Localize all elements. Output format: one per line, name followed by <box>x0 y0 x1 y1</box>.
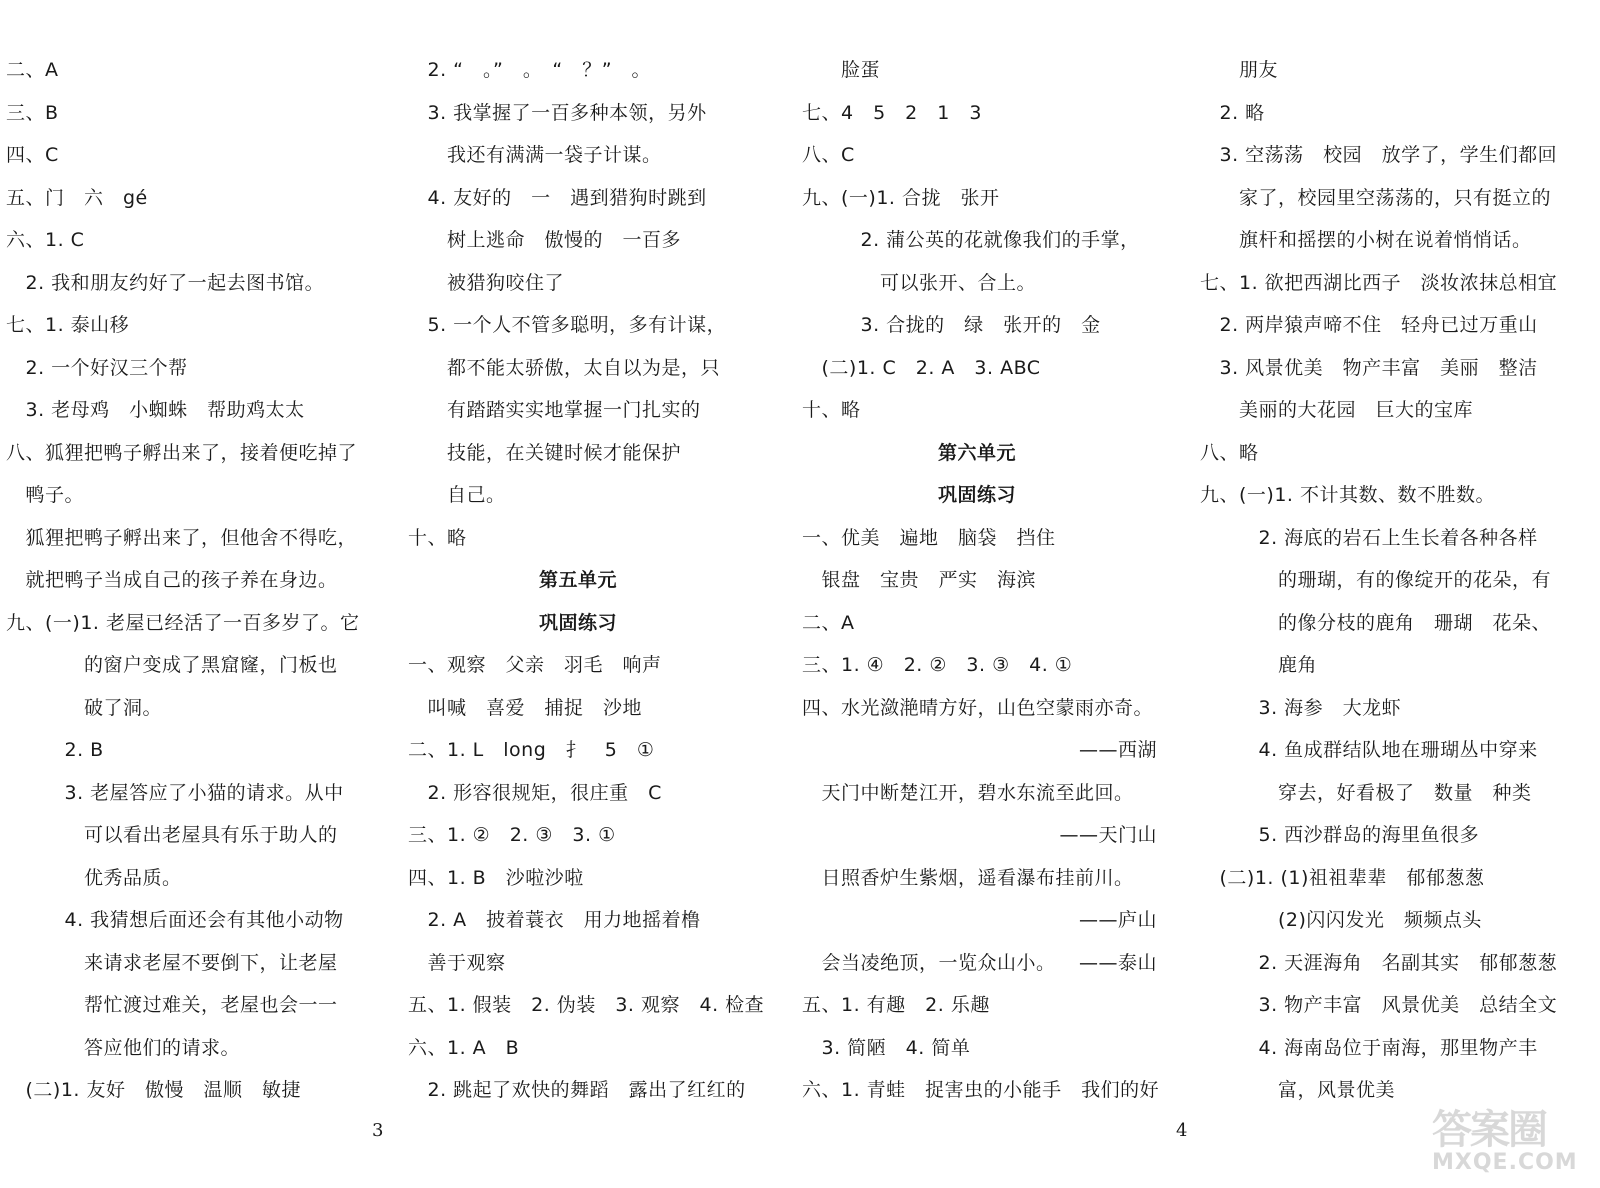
answer-line: 穿去，好看极了 数量 种类 <box>1200 781 1532 804</box>
answer-line: 技能，在关键时候才能保护 <box>408 441 682 464</box>
answer-line: 脸蛋 <box>802 59 881 81</box>
answer-line: 的珊瑚，有的像绽开的花朵，有 <box>1200 569 1552 591</box>
answer-line: 破了洞。 <box>6 696 163 719</box>
answer-line: 2. 天涯海角 名副其实 郁郁葱葱 <box>1200 951 1558 974</box>
answer-line: 善于观察 <box>408 951 506 974</box>
answer-line: 2. “ 。” 。 “ ？” 。 <box>408 59 652 81</box>
answer-line: 2. 我和朋友约好了一起去图书馆。 <box>6 271 325 294</box>
unit-title: 第五单元 <box>538 569 617 591</box>
answer-line: 七、4 5 2 1 3 <box>802 101 982 124</box>
answer-line: 七、1. 欲把西湖比西子 淡妆浓抹总相宜 <box>1200 271 1558 294</box>
answer-line: 3. 物产丰富 风景优美 总结全文 <box>1200 994 1558 1016</box>
answer-line: 九、(一)1. 老屋已经活了一百多岁了。它 <box>6 611 360 634</box>
answer-line: 十、略 <box>408 526 467 549</box>
answer-line: 有踏踏实实地掌握一门扎实的 <box>408 399 701 421</box>
answer-line: 鹿角 <box>1200 654 1318 676</box>
answer-line: (2)闪闪发光 频频点头 <box>1200 909 1482 931</box>
answer-line: 九、(一)1. 不计其数、数不胜数。 <box>1200 484 1495 506</box>
answer-line: 被猎狗咬住了 <box>408 271 565 294</box>
answer-line: 2. B <box>6 739 104 761</box>
answer-line: 5. 一个人不管多聪明，多有计谋， <box>408 314 727 336</box>
answer-line: 三、1. ② 2. ③ 3. ① <box>408 824 616 846</box>
page-number-right: 4 <box>1176 1120 1188 1141</box>
answer-line: ——庐山 <box>1078 909 1157 931</box>
answer-line: 4. 鱼成群结队地在珊瑚丛中穿来 <box>1200 739 1538 761</box>
answer-line: 四、水光潋滟晴方好，山色空蒙雨亦奇。 <box>802 696 1154 719</box>
answer-line: (二)1. (1)祖祖辈辈 郁郁葱葱 <box>1200 866 1485 889</box>
answer-line: 九、(一)1. 合拢 张开 <box>802 186 1000 209</box>
answer-line: 2. 两岸猿声啼不住 轻舟已过万重山 <box>1200 314 1538 336</box>
answer-line: 3. 风景优美 物产丰富 美丽 整洁 <box>1200 356 1538 379</box>
answer-line: ——西湖 <box>1078 739 1157 761</box>
answer-line: 美丽的大花园 巨大的宝库 <box>1200 399 1474 421</box>
answer-line: 一、观察 父亲 羽毛 响声 <box>408 654 662 676</box>
answer-line: 3. 合拢的 绿 张开的 金 <box>802 314 1101 336</box>
answer-line: 二、1. L long 扌 5 ① <box>408 739 655 761</box>
answer-line: 3. 空荡荡 校园 放学了，学生们都回 <box>1200 144 1558 166</box>
answer-line: 2. 蒲公英的花就像我们的手掌， <box>802 229 1140 251</box>
answer-line: 四、C <box>6 144 59 166</box>
answer-line: 旗杆和摇摆的小树在说着悄悄话。 <box>1200 229 1532 251</box>
answer-line: 三、B <box>6 101 59 124</box>
answer-line: 可以看出老屋具有乐于助人的 <box>6 824 338 846</box>
answer-line: 优秀品质。 <box>6 866 182 889</box>
answer-line: 六、1. C <box>6 229 85 251</box>
answer-line: 日照香炉生紫烟，遥看瀑布挂前川。 <box>802 866 1134 889</box>
answer-line: 2. 一个好汉三个帮 <box>6 356 188 379</box>
answer-line: 银盘 宝贵 严实 海滨 <box>802 569 1037 591</box>
answer-line: 2. 形容很规矩，很庄重 C <box>408 781 662 804</box>
answer-line: 4. 友好的 一 遇到猎狗时跳到 <box>408 186 707 209</box>
watermark-text: 答案圈 <box>1432 1107 1546 1153</box>
answer-line: 2. 海底的岩石上生长着各种各样 <box>1200 526 1538 549</box>
answer-line: 自己。 <box>408 484 506 506</box>
answer-line: 来请求老屋不要倒下，让老屋 <box>6 951 338 974</box>
answer-line: 天门中断楚江开，碧水东流至此回。 <box>802 781 1134 804</box>
answer-line: ——天门山 <box>1059 824 1157 846</box>
answer-line: 一、优美 遍地 脑袋 挡住 <box>802 526 1056 549</box>
answer-line: 五、1. 有趣 2. 乐趣 <box>802 994 990 1016</box>
answer-line: 六、1. A B <box>408 1036 520 1059</box>
answer-line: 的像分枝的鹿角 珊瑚 花朵、 <box>1200 611 1552 634</box>
answer-line: 八、狐狸把鸭子孵出来了，接着便吃掉了 <box>6 441 358 464</box>
answer-line: 答应他们的请求。 <box>6 1036 241 1059</box>
answer-line: 五、门 六 gé <box>6 186 148 209</box>
answer-line: 的窗户变成了黑窟窿，门板也 <box>6 654 338 676</box>
answer-line: 3. 老屋答应了小猫的请求。从中 <box>6 781 344 804</box>
page-number-left: 3 <box>372 1120 384 1141</box>
answer-line: 富，风景优美 <box>1200 1079 1396 1101</box>
answer-line: 十、略 <box>802 399 861 421</box>
answer-line: 三、1. ④ 2. ② 3. ③ 4. ① <box>802 654 1073 676</box>
answer-line: 2. A 披着蓑衣 用力地摇着橹 <box>408 909 701 931</box>
answer-line: 二、A <box>6 59 59 81</box>
answer-line: 就把鸭子当成自己的孩子养在身边。 <box>6 569 338 591</box>
answer-line: 3. 简陋 4. 简单 <box>802 1036 971 1059</box>
section-title: 巩固练习 <box>937 484 1016 506</box>
answer-line: 叫喊 喜爱 捕捉 沙地 <box>408 696 643 719</box>
answer-line: 2. 略 <box>1200 101 1265 124</box>
answer-line: 八、略 <box>1200 441 1259 464</box>
answer-line: 可以张开、合上。 <box>802 271 1037 294</box>
answer-line: 二、A <box>802 611 855 634</box>
answer-line: 五、1. 假装 2. 伪装 3. 观察 4. 检查 <box>408 994 765 1016</box>
answer-line: 5. 西沙群岛的海里鱼很多 <box>1200 824 1480 846</box>
unit-title: 第六单元 <box>937 441 1016 464</box>
answer-line: 3. 我掌握了一百多种本领，另外 <box>408 101 707 124</box>
answer-line: 2. 跳起了欢快的舞蹈 露出了红红的 <box>408 1079 746 1101</box>
answer-line: 都不能太骄傲，太自以为是，只 <box>408 356 721 379</box>
answer-line: 鸭子。 <box>6 484 85 506</box>
answer-line: 4. 我猜想后面还会有其他小动物 <box>6 909 344 931</box>
answer-line: 3. 老母鸡 小蜘蛛 帮助鸡太太 <box>6 399 305 421</box>
watermark-logo <box>1424 1098 1594 1178</box>
answer-line: 会当凌绝顶，一览众山小。 <box>802 951 1056 974</box>
answer-line: 四、1. B 沙啦沙啦 <box>408 866 584 889</box>
answer-line: 树上逃命 傲慢的 一百多 <box>408 229 682 251</box>
answer-line: 3. 海参 大龙虾 <box>1200 696 1402 719</box>
answer-line: 4. 海南岛位于南海，那里物产丰 <box>1200 1036 1538 1059</box>
answer-line: 八、C <box>802 144 855 166</box>
answer-line: 家了，校园里空荡荡的，只有挺立的 <box>1200 186 1552 209</box>
answer-line: (二)1. 友好 傲慢 温顺 敏捷 <box>6 1079 301 1101</box>
answer-line: 我还有满满一袋子计谋。 <box>408 144 662 166</box>
answer-line: 七、1. 泰山移 <box>6 314 130 336</box>
answer-line: 狐狸把鸭子孵出来了，但他舍不得吃， <box>6 526 358 549</box>
answer-line: 朋友 <box>1200 59 1279 81</box>
answer-line: (二)1. C 2. A 3. ABC <box>802 356 1041 379</box>
section-title: 巩固练习 <box>538 611 617 634</box>
answer-line: ——泰山 <box>1078 951 1157 974</box>
answer-line: 帮忙渡过难关，老屋也会一一 <box>6 994 338 1016</box>
answer-line: 六、1. 青蛙 捉害虫的小能手 我们的好 <box>802 1079 1160 1101</box>
watermark-url: MXQE.COM <box>1432 1150 1578 1175</box>
